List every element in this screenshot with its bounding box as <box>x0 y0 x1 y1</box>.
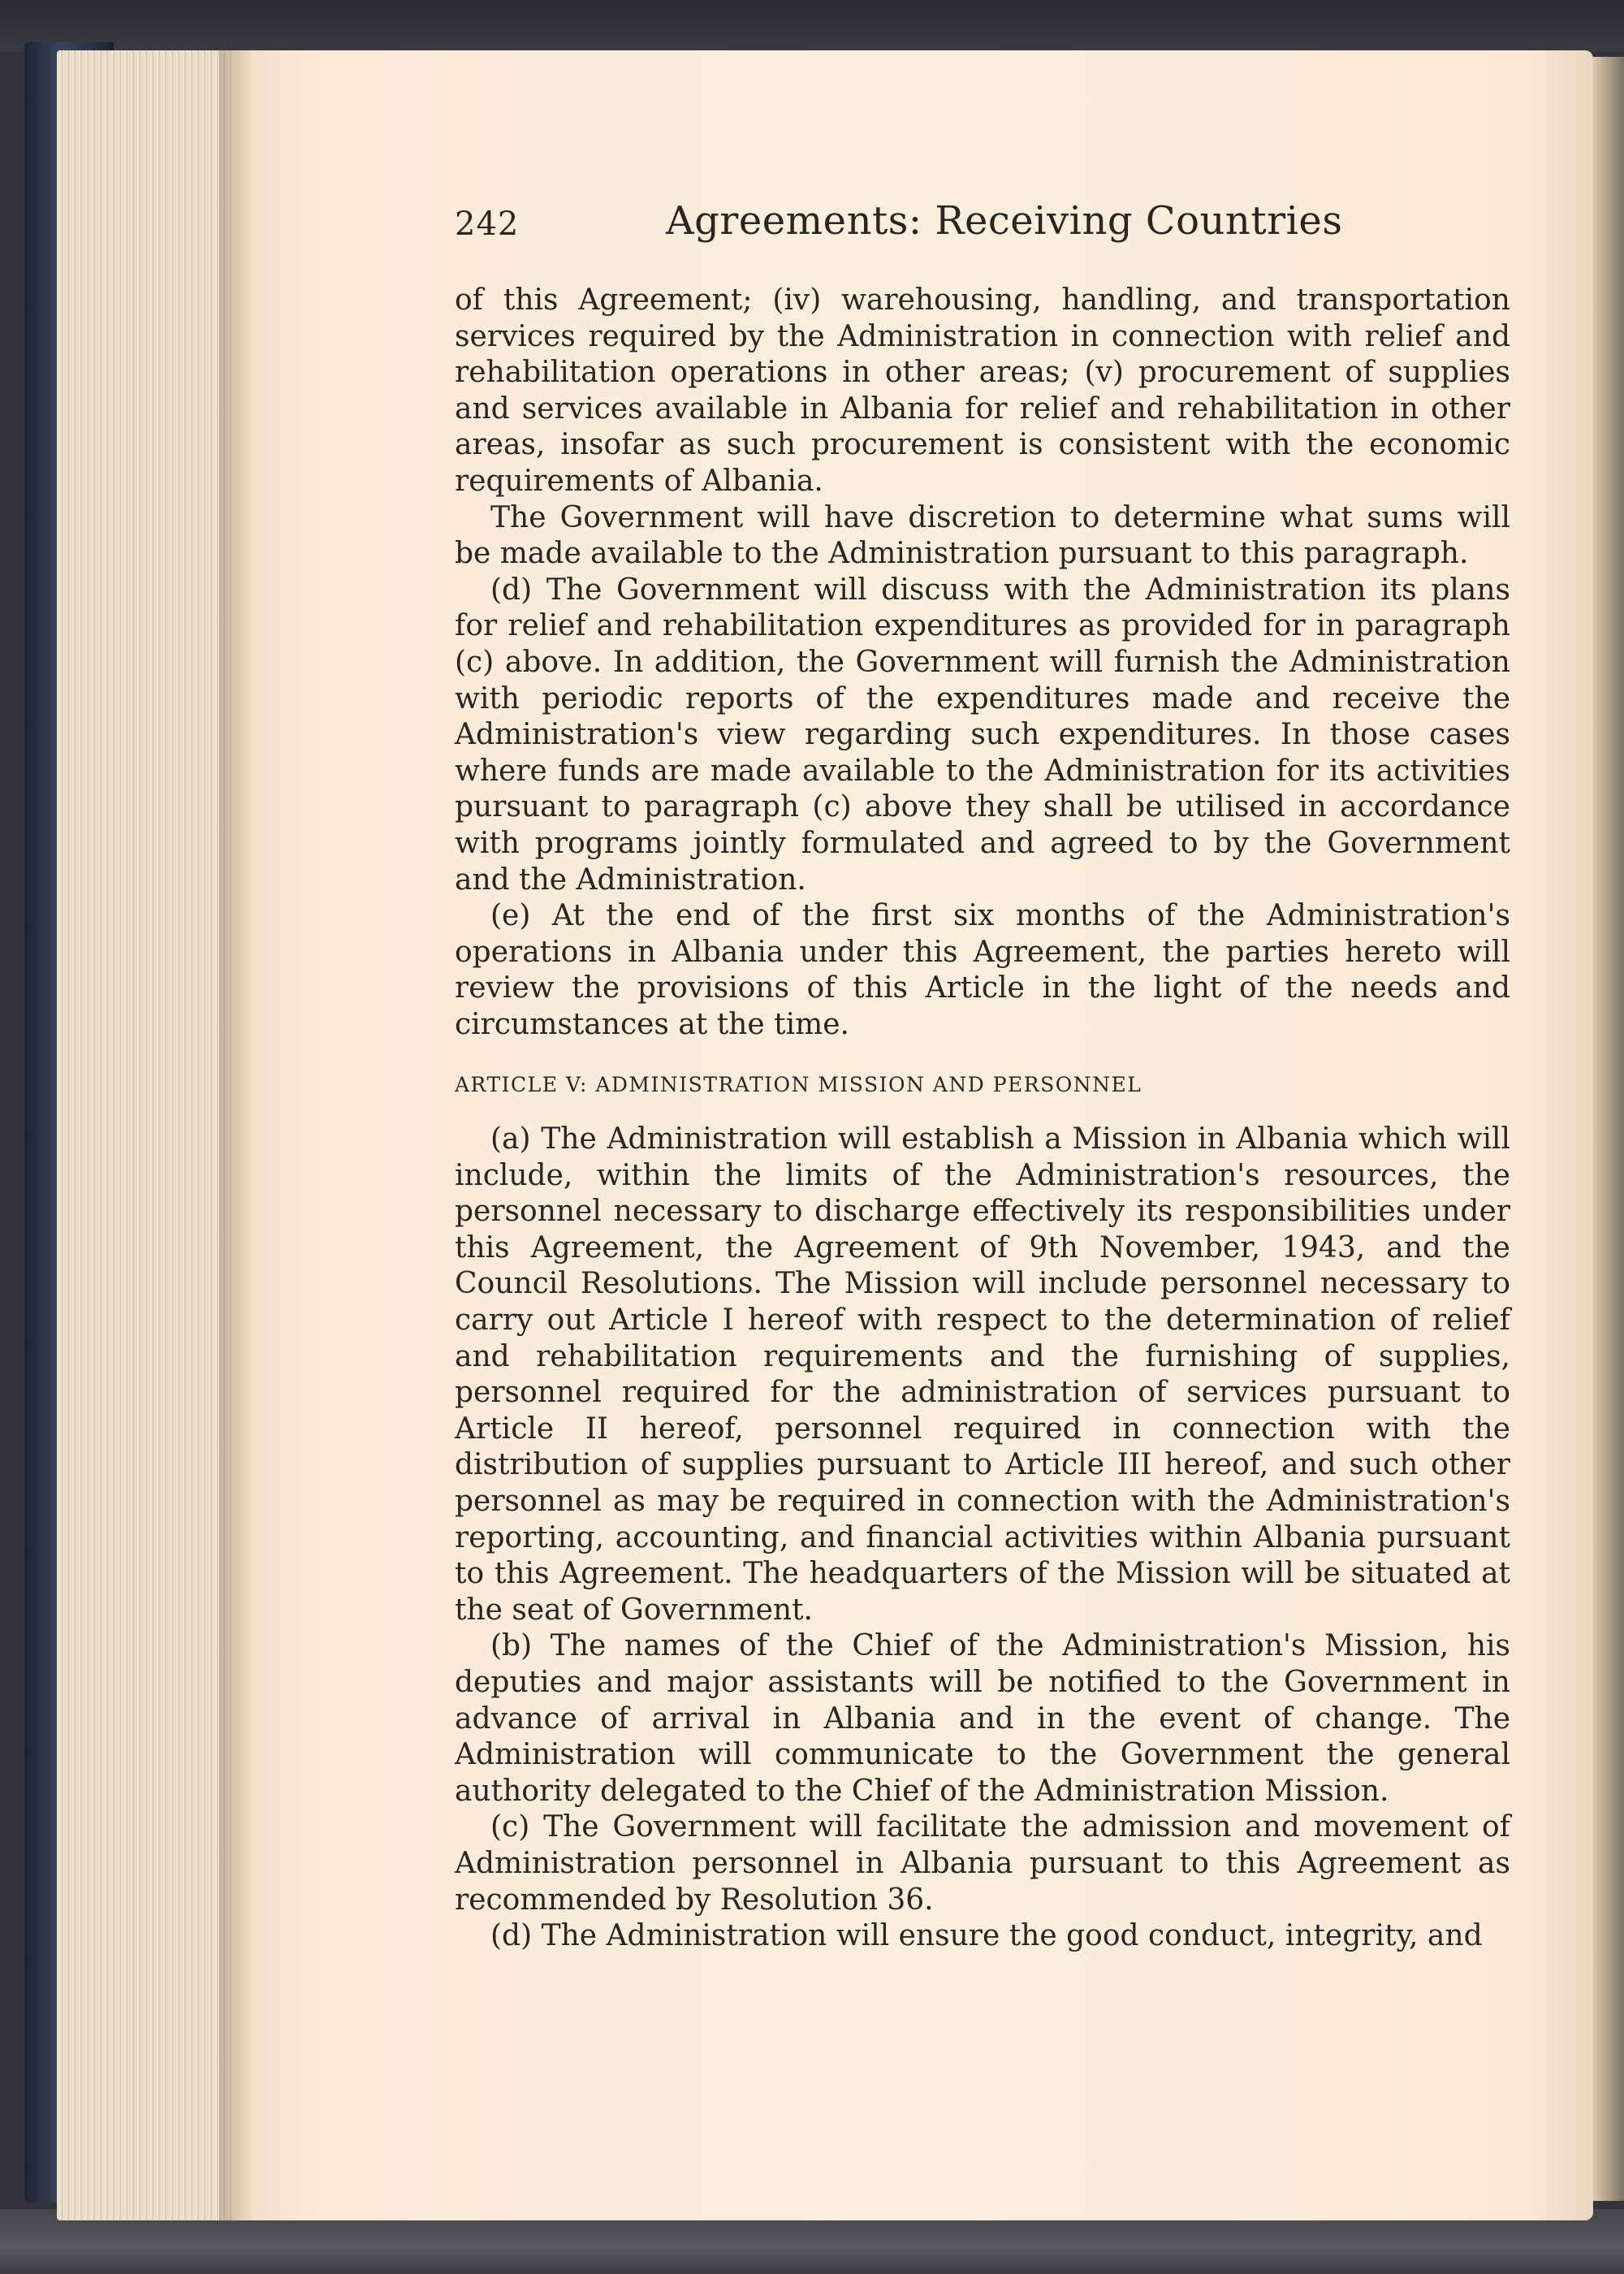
article-paragraph-c: (c) The Government will facilitate the admission and movement of Administration personnel in Albania pursuant to this Agreement as recommended by Resolution 36. <box>455 1810 1510 1917</box>
article-heading: ARTICLE V: ADMINISTRATION MISSION AND PERSONNEL <box>455 1073 1142 1097</box>
paragraph-e: (e) At the end of the first six months of the Administration's operations in Albania under this Agreement, the parties hereto will review the provisions of this Article in the light of the needs and circumstances at the time. <box>455 899 1510 1041</box>
running-header <box>455 198 1510 268</box>
gutter-shadow <box>219 50 252 2220</box>
article-paragraph-a: (a) The Administration will establish a Mission in Albania which will include, within the limits of the Administration's resources, the personnel necessary to discharge effectively its responsibilities under this Agreement, the Agreement of 9th November, 1943, and the Council Resolutions. The Mission will include personnel necessary to carry out Article I hereof with respect to the determination of relief and rehabilitation requirements and the furnishing of supplies, personnel required for the administration of services pursuant to Article II hereof, personnel required in connection with the distribution of supplies pursuant to Article III hereof, and such other personnel as may be required in connection with the Administration's reporting, accounting, and financial activities within Albania pursuant to this Agreement. The headquarters of the Mission will be situated at the seat of Government. <box>455 1122 1510 1627</box>
page-right-edge <box>1593 57 1624 2201</box>
paragraph-continuation: of this Agreement; (iv) warehousing, handling, and transportation services required by the Administration in connection with relief and rehabilitation operations in other areas; (v) procurement of supplies and services available in Albania for relief and rehabilitation in other areas, insofar as such procurement is consistent with the economic requirements of Albania. <box>455 283 1510 498</box>
article-paragraph-b: (b) The names of the Chief of the Administration's Mission, his deputies and major assistants will be notified to the Government in advance of arrival in Albania and in the event of change. The Administration will communicate to the Government the general authority delegated to the Chief of the Administration Mission. <box>455 1629 1510 1808</box>
paragraph-discretion: The Government will have discretion to determine what sums will be made available to the Administration pursuant to this paragraph. <box>455 500 1510 571</box>
running-title: Agreements: Receiving Countries <box>666 198 1343 244</box>
page-edges-stack <box>57 50 244 2220</box>
page-text-block <box>455 198 1510 1955</box>
page-number: 242 <box>455 205 520 243</box>
article-paragraph-d: (d) The Administration will ensure the good conduct, integrity, and <box>490 1919 1483 1953</box>
paragraph-d: (d) The Government will discuss with the Administration its plans for relief and rehabilitation expenditures as provided for in paragraph (c) above. In addition, the Government will furnish the Administration with periodic reports of the expenditures made and receive the Administration's view regarding such expenditures. In those cases where funds are made available to the Administration for its activities pursuant to paragraph (c) above they shall be utilised in accordance with programs jointly formulated and agreed to by the Government and the Administration. <box>455 573 1510 897</box>
scan-background-top <box>0 0 1624 52</box>
